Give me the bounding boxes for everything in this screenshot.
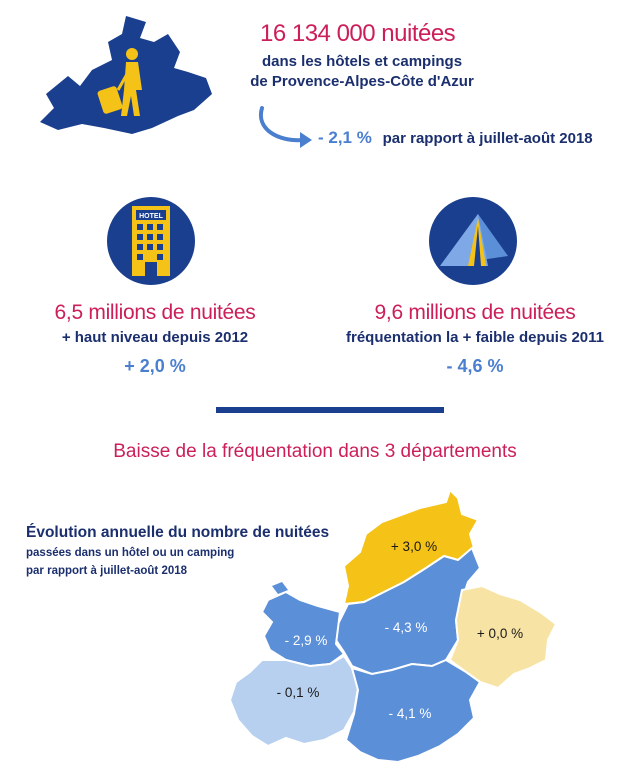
label-vaucluse: - 2,9 % [284, 633, 328, 648]
map-title: Évolution annuelle du nombre de nuitées [26, 524, 330, 541]
label-alpes-de-haute-provence: - 4,3 % [384, 620, 428, 635]
campings-evolution: - 4,6 % [446, 356, 504, 376]
label-hautes-alpes: + 3,0 % [390, 539, 438, 554]
label-alpes-maritimes: + 0,0 % [476, 626, 524, 641]
map-subtitle-1: passées dans un hôtel ou un camping [26, 547, 235, 559]
summary-comparison: par rapport à juillet-août 2018 [382, 130, 593, 147]
dept-vaucluse [262, 592, 344, 666]
campings-note: fréquentation la + faible depuis 2011 [346, 329, 604, 346]
summary-evolution-value: - 2,1 % [318, 128, 372, 147]
section-title: Baisse de la fréquentation dans 3 départements [113, 441, 517, 462]
total-nights: 16 134 000 nuitées [260, 20, 456, 47]
hotels-nights: 6,5 millions de nuitées [54, 301, 256, 324]
hotels-note: + haut niveau depuis 2012 [61, 329, 249, 346]
label-bouches-du-rhone: - 0,1 % [276, 685, 320, 700]
map-subtitle-2: par rapport à juillet-août 2018 [26, 565, 188, 577]
dept-bouches-du-rhone [230, 656, 358, 746]
hotel-sign-text: HOTEL [139, 213, 163, 220]
hotels-evolution: + 2,0 % [124, 356, 186, 376]
summary-line-2: de Provence-Alpes-Côte d'Azur [250, 73, 474, 90]
label-var: - 4,1 % [388, 706, 432, 721]
campings-nights: 9,6 millions de nuitées [374, 301, 576, 324]
summary-line-1: dans les hôtels et campings [261, 53, 463, 70]
